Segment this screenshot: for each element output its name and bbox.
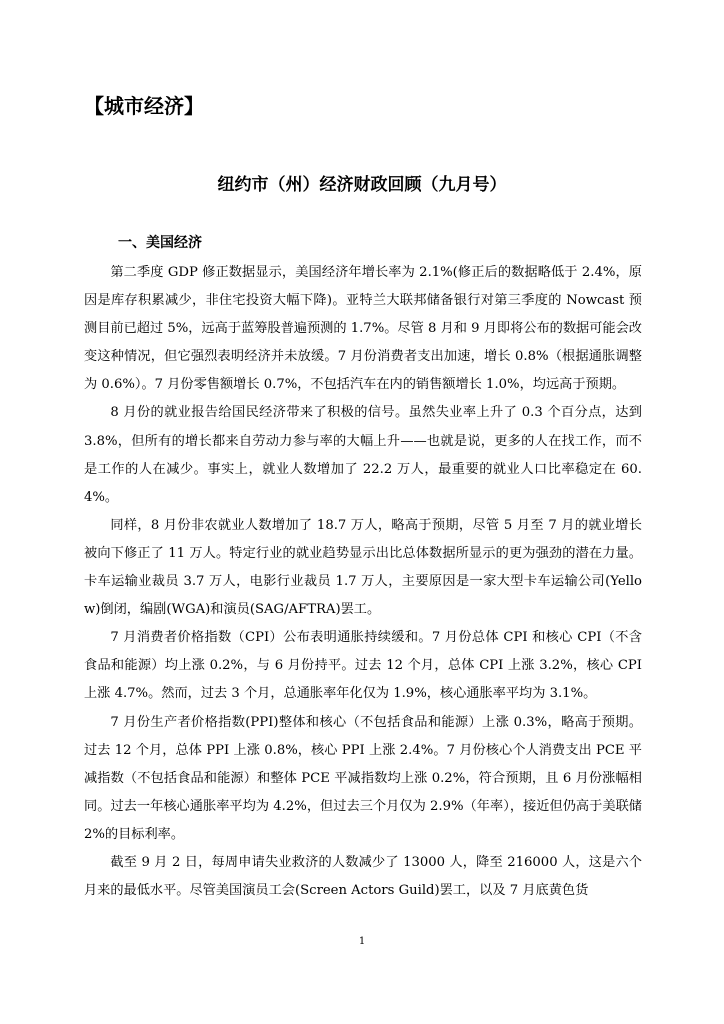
paragraph-employment-report: 8 月份的就业报告给国民经济带来了积极的信号。虽然失业率上升了 0.3 个百分点，达到 3.8%，但所有的增长都来自劳动力参与率的大幅上升——也就是说，更多的人在找工作，而不是工作的人在减少。事实上，就业人数增加了 22.2 万人，最重要的就业人口比率稳定在 60.4%。 — [84, 405, 642, 505]
document-title: 纽约市（州）经济财政回顾（九月号） — [217, 175, 507, 195]
section-tag: 【城市经济】 — [84, 94, 204, 118]
body-text — [84, 259, 642, 905]
paragraph-ppi: 7 月份生产者价格指数(PPI)整体和核心（不包括食品和能源）上涨 0.3%，略高于预期。过去 12 个月，总体 PPI 上涨 0.8%，核心 PPI 上涨 2.4%。7 月份核心个人消费支出 PCE 平减指数（不包括食品和能源）和整体 PCE 平减指数均上涨 0.2%，符合预期，且 6 月份涨幅相同。过去一年核心通胀率平均为 4.2%，但过去三个月仅为 2.9%（年率），接近但仍高于美联储 2%的目标利率。 — [84, 714, 642, 842]
paragraph-nonfarm-payrolls: 同样，8 月份非农就业人数增加了 18.7 万人，略高于预期，尽管 5 月至 7 月的就业增长被向下修正了 11 万人。特定行业的就业趋势显示出比总体数据所显示的更为强劲的潜在力量。卡车运输业裁员 3.7 万人，电影行业裁员 1.7 万人，主要原因是一家大型卡车运输公司(Yellow)倒闭，编剧(WGA)和演员(SAG/AFTRA)罢工。 — [84, 517, 642, 618]
page-number: 1 — [358, 936, 366, 947]
section-heading: 一、美国经济 — [118, 235, 202, 251]
paragraph-cpi: 7 月消费者价格指数（CPI）公布表明通胀持续缓和。7 月份总体 CPI 和核心 CPI（不含食品和能源）均上涨 0.2%，与 6 月份持平。过去 12 个月，总体 CPI 上涨 3.2%，核心 CPI 上涨 4.7%。然而，过去 3 个月，总通胀率年化仅为 1.9%，核心通胀率平均为 3.1%。 — [84, 630, 642, 702]
paragraph-gdp: 第二季度 GDP 修正数据显示，美国经济年增长率为 2.1%(修正后的数据略低于 2.4%，原因是库存积累减少，非住宅投资大幅下降)。亚特兰大联邦储备银行对第三季度的 Nowcast 预测目前已超过 5%，远高于蓝筹股普遍预测的 1.7%。尽管 8 月和 9 月即将公布的数据可能会改变这种情况，但它强烈表明经济并未放缓。7 月份消费者支出加速，增长 0.8%（根据通胀调整为 0.6%）。7 月份零售额增长 0.7%，不包括汽车在内的销售额增长 1.0%，均远高于预期。 — [84, 265, 642, 393]
paragraph-jobless-claims: 截至 9 月 2 日，每周申请失业救济的人数减少了 13000 人，降至 216000 人，这是六个月来的最低水平。尽管美国演员工会(Screen Actors Guild)罢工，以及 7 月底黄色货 — [84, 854, 642, 899]
